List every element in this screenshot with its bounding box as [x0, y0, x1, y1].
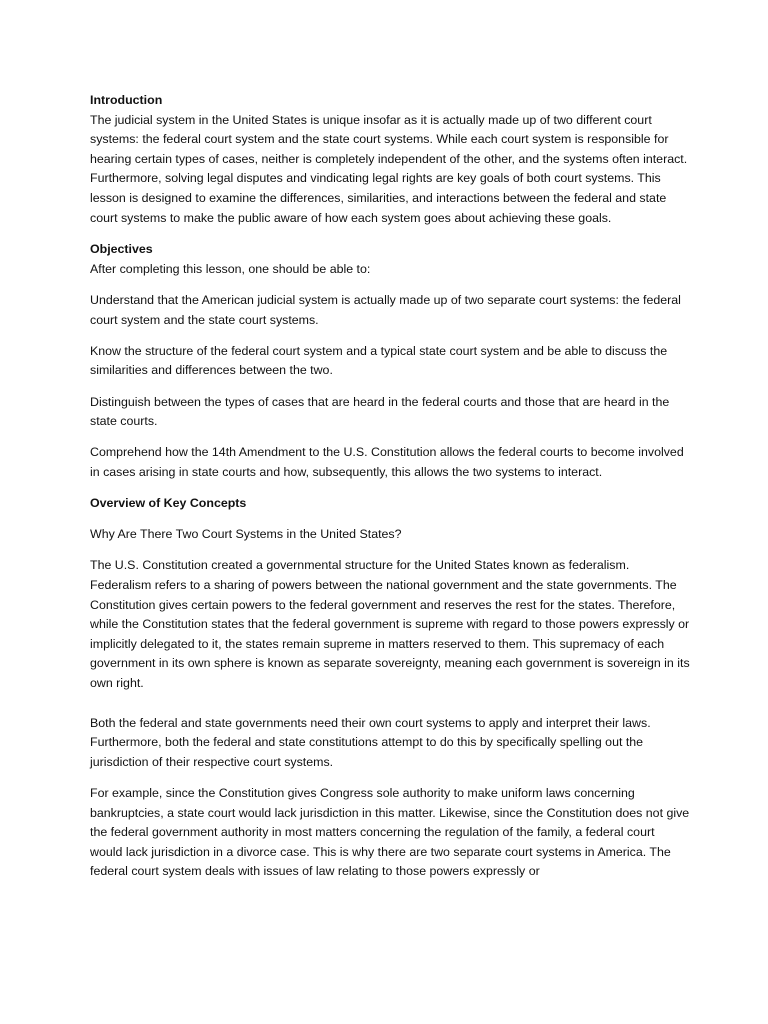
intro-paragraph: The judicial system in the United States is unique insofar as it is actually made up of two different court systems: the federal court system and the state court systems. While each court system is responsible for hearing certain types of cases, neither is completely independent of the other, and the systems often interact. Furthermore, solving legal disputes and vindicating legal rights are key goals of both court systems. This lesson is designed to examine the differences, similarities, and interactions between the federal and state court systems to make the public aware of how each system goes about achieving these goals. — [90, 112, 688, 225]
spacer — [90, 330, 690, 342]
spacer — [90, 279, 690, 291]
overview-heading: Overview of Key Concepts — [90, 496, 247, 511]
spacer — [90, 514, 690, 526]
objective-item: Understand that the American judicial system is actually made up of two separate court systems: the federal court system and the state court systems. — [90, 292, 681, 327]
objectives-intro: After completing this lesson, one should be able to: — [90, 261, 371, 276]
intro-heading: Introduction — [90, 93, 163, 107]
objective-item: Distinguish between the types of cases that are heard in the federal courts and those that are heard in the state courts. — [90, 394, 670, 429]
overview-paragraph: Both the federal and state governments need their own court systems to apply and interpret their laws. Furthermore, both the federal and state constitutions attempt to do this by specifically spelling out the jurisdiction of their respective court systems. — [90, 715, 651, 769]
overview-question: Why Are There Two Court Systems in the United States? — [90, 527, 402, 542]
spacer — [90, 381, 690, 393]
spacer — [90, 545, 690, 557]
spacer — [90, 482, 690, 494]
overview-paragraph: For example, since the Constitution gives Congress sole authority to make uniform laws concerning bankruptcies, a state court would lack jurisdiction in this matter. Likewise, since the Constitution does not give the federal government authority in most matters concerning the regulation of the family, a federal court would lack jurisdiction in a divorce case. This is why there are two separate court systems in America. The federal court system deals with issues of law relating to those powers expressly or — [90, 785, 690, 879]
spacer — [90, 772, 690, 784]
objective-item: Comprehend how the 14th Amendment to the U.S. Constitution allows the federal courts to become involved in cases arising in state courts and how, subsequently, this allows the two systems to interact. — [90, 445, 684, 479]
objectives-heading: Objectives — [90, 242, 153, 257]
spacer — [90, 228, 690, 240]
spacer — [90, 694, 690, 714]
document-page — [90, 91, 690, 882]
overview-paragraph: The U.S. Constitution created a governmental structure for the United States known as federalism. Federalism refers to a sharing of powers between the national government and the state governments. The Constitution gives certain powers to the federal government and reserves the rest for the states. Therefore, while the Constitution states that the federal government is supreme with regard to those powers expressly or implicitly delegated to it, the states remain supreme in matters reserved to them. This supremacy of each government in its own sphere is known as separate sovereignty, meaning each government is sovereign in its own right. — [90, 558, 690, 690]
objective-item: Know the structure of the federal court system and a typical state court system and be able to discuss the similarities and differences between the two. — [90, 343, 668, 378]
spacer — [90, 432, 690, 444]
